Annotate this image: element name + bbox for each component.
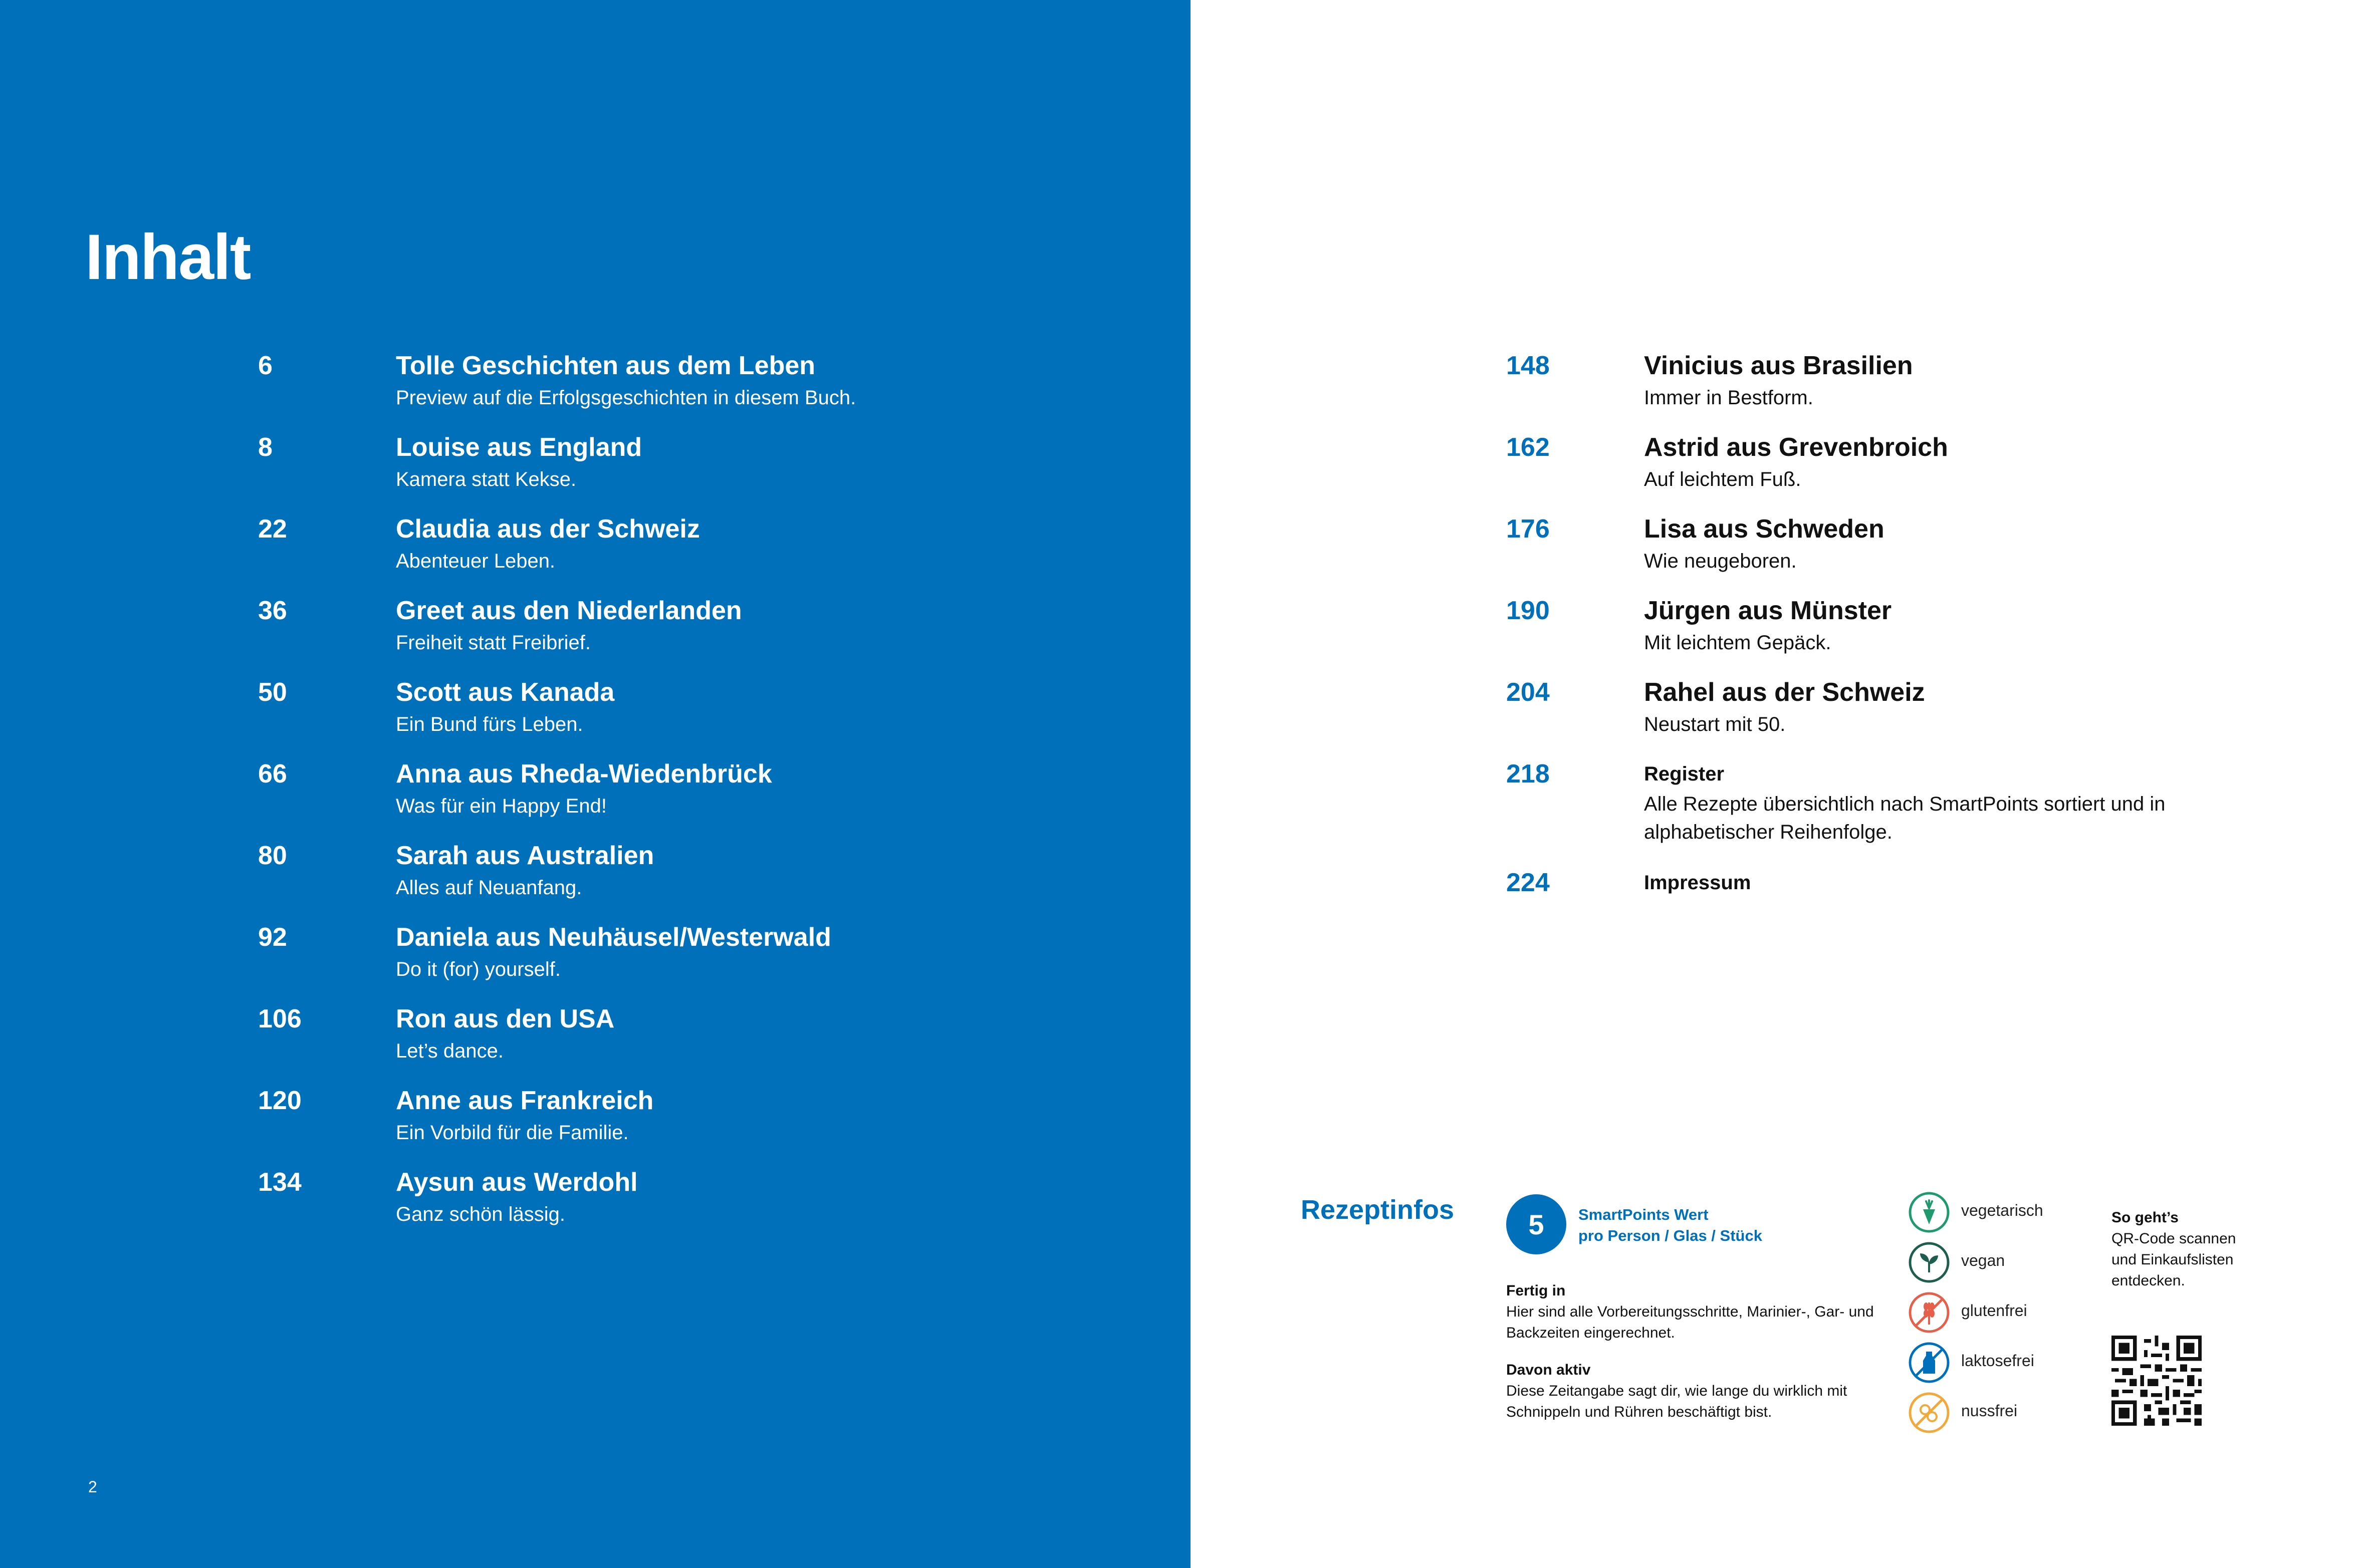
toc-title: Astrid aus Grevenbroich [1644,433,1948,462]
toc-title: Jürgen aus Münster [1644,596,1892,625]
toc-title: Greet aus den Niederlanden [396,596,742,625]
sogehts-label: So geht’s [2111,1209,2179,1226]
sogehts-line-1: QR-Code scannen [2111,1230,2236,1247]
toc-title: Register [1644,763,1725,785]
toc-page-number: 92 [258,923,287,952]
toc-subtitle: Kamera statt Kekse. [396,468,577,490]
toc-page-number: 80 [258,841,287,870]
toc-page-number: 66 [258,759,287,789]
smartpoints-line-1: SmartPoints Wert [1578,1206,1709,1223]
toc-page-number: 134 [258,1168,302,1197]
toc-page-number: 224 [1506,868,1550,897]
toc-subtitle: Let’s dance. [396,1040,504,1062]
fertig-info [1506,1280,1887,1344]
toc-page-number: 106 [258,1004,302,1033]
toc-subtitle: Alle Rezepte übersichtlich nach SmartPoints sortiert und in alphabetischer Reihenfolge. [1644,793,2166,843]
toc-subtitle: Wie neugeboren. [1644,550,1797,572]
toc-title: Vinicius aus Brasilien [1644,351,1913,380]
qr-code-icon[interactable] [2111,1336,2202,1426]
badge-label: vegan [1961,1251,2005,1269]
toc-title: Anne aus Frankreich [396,1086,654,1115]
toc-title: Aysun aus Werdohl [396,1168,638,1197]
toc-title: Ron aus den USA [396,1004,615,1033]
page-title: Inhalt [85,221,251,293]
aktiv-label: Davon aktiv [1506,1362,1591,1378]
toc-page-number: 218 [1506,759,1550,789]
toc-title: Rahel aus der Schweiz [1644,678,1925,707]
sogehts-line-3: entdecken. [2111,1272,2185,1289]
badge-label: glutenfrei [1961,1301,2027,1320]
milk-bottle-icon [1908,1342,1950,1384]
toc-page-number: 162 [1506,433,1550,462]
toc-title: Sarah aus Australien [396,841,654,870]
toc-page-number: 8 [258,433,273,462]
toc-subtitle: Ein Vorbild für die Familie. [396,1122,629,1144]
smartpoints-line-2: pro Person / Glas / Stück [1578,1227,1762,1244]
badge-label: laktosefrei [1961,1352,2034,1370]
wheat-icon [1908,1291,1950,1334]
nut-icon [1908,1392,1950,1434]
toc-subtitle: Auf leichtem Fuß. [1644,468,1801,490]
toc-page-number: 6 [258,351,273,380]
toc-subtitle: Mit leichtem Gepäck. [1644,632,1831,654]
toc-title: Daniela aus Neuhäusel/Westerwald [396,923,831,952]
toc-subtitle: Freiheit statt Freibrief. [396,632,591,654]
toc-subtitle: Do it (for) yourself. [396,958,561,980]
right-page [1191,0,2367,1568]
toc-subtitle: Ein Bund fürs Leben. [396,713,583,735]
toc-title: Louise aus England [396,433,642,462]
toc-subtitle: Was für ein Happy End! [396,795,607,817]
toc-page-number: 148 [1506,351,1550,380]
toc-title: Tolle Geschichten aus dem Leben [396,351,816,380]
toc-title: Anna aus Rheda-Wiedenbrück [396,759,772,789]
sogehts-info [2111,1207,2236,1291]
sogehts-line-2: und Einkaufslisten [2111,1251,2234,1268]
toc-title: Impressum [1644,872,1751,894]
toc-page-number: 22 [258,514,287,544]
toc-title: Claudia aus der Schweiz [396,514,700,544]
toc-page-number: 204 [1506,678,1550,707]
toc-subtitle: Alles auf Neuanfang. [396,877,582,899]
toc-page-number: 50 [258,678,287,707]
smartpoints-label [1578,1204,1762,1246]
page-number: 2 [88,1478,97,1496]
toc-title: Lisa aus Schweden [1644,514,1884,544]
smartpoints-badge: 5 [1506,1194,1566,1254]
toc-page-number: 176 [1506,514,1550,544]
toc-title: Scott aus Kanada [396,678,615,707]
fertig-label: Fertig in [1506,1282,1566,1299]
toc-subtitle: Neustart mit 50. [1644,713,1786,735]
leaf-icon [1908,1241,1950,1283]
toc-subtitle: Preview auf die Erfolgsgeschichten in diesem Buch. [396,387,856,409]
aktiv-text: Diese Zeitangabe sagt dir, wie lange du wirklich mit Schnippeln und Rühren beschäftigt bist. [1506,1383,1847,1420]
aktiv-info [1506,1360,1887,1423]
badge-label: vegetarisch [1961,1201,2043,1219]
toc-page-number: 190 [1506,596,1550,625]
toc-subtitle: Ganz schön lässig. [396,1203,565,1225]
badge-label: nussfrei [1961,1402,2018,1420]
toc-subtitle: Abenteuer Leben. [396,550,556,572]
rezeptinfos-heading: Rezeptinfos [1301,1195,1455,1225]
toc-page-number: 120 [258,1086,302,1115]
toc-subtitle: Immer in Bestform. [1644,387,1813,409]
carrot-icon [1908,1191,1950,1233]
fertig-text: Hier sind alle Vorbereitungsschritte, Marinier-, Gar- und Backzeiten eingerechnet. [1506,1303,1874,1341]
toc-page-number: 36 [258,596,287,625]
